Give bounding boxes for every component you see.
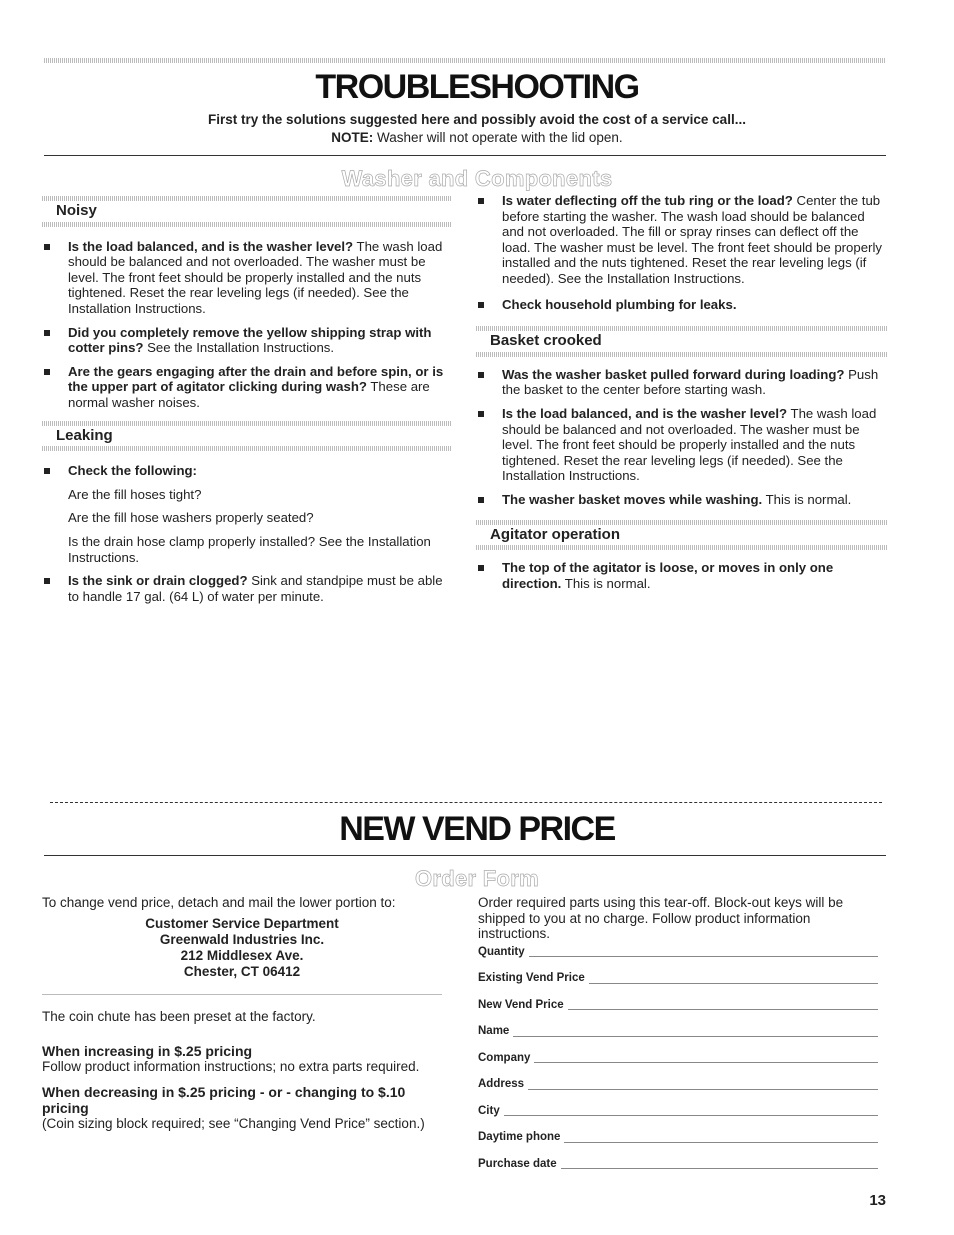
page-subtitle: First try the solutions suggested here and possibly avoid the cost of a service call... [208,112,746,127]
basket-heading: Basket crooked [490,332,602,350]
list-item: Is the load balanced, and is the washer level? The wash load should be balanced and not overloaded. The washer must be level. The front feet should be properly installed and the nuts tightened. Reset the rear leveling legs (if needed). See the Installation Instructions. [476,406,888,484]
list-item: The washer basket moves while washing. This is normal. [476,492,888,508]
vend-title: NEW VEND PRICE [339,810,615,848]
decrease-heading: When decreasing in $.25 pricing - or - changing to $.10 pricing [42,1084,406,1116]
leaking-check-3: Is the drain hose clamp properly installed? See the Installation Instructions. [68,533,431,565]
list-item: Check the following: [42,463,452,479]
right-top-list [476,193,888,312]
agitator-heading: Agitator operation [490,525,620,543]
purchase-date-field[interactable]: Purchase date [478,1146,878,1173]
noisy-hatch-bottom [42,222,452,227]
city-input-line[interactable] [504,1115,878,1116]
daytime-phone-input-line[interactable] [564,1142,878,1143]
address-line: Customer Service Department [145,916,339,931]
section-heading-washer: Washer and Components [341,166,613,191]
list-item: Is the sink or drain clogged? Sink and standpipe must be able to handle 17 gal. (64 L) of water per minute. [42,573,452,604]
list-item: Are the gears engaging after the drain and before spin, or is the upper part of agitator clicking during wash? These are normal washer noises. [42,364,452,411]
header-rule [44,155,886,156]
name-input-line[interactable] [513,1036,878,1037]
note-label: NOTE: [331,130,374,145]
basket-hatch-top [476,326,888,331]
list-item: Check household plumbing for leaks. [476,297,888,313]
address-field[interactable]: Address [478,1066,878,1093]
company-field[interactable]: Company [478,1040,878,1067]
page-number: 13 [869,1192,886,1209]
leaking-check-1: Are the fill hoses tight? [68,486,202,502]
order-fields [478,934,878,1173]
address-line: 212 Middlesex Ave. [180,948,304,963]
leaking-sink-list [42,573,452,604]
bullet-icon [478,565,484,571]
note-text: Washer will not operate with the lid open. [373,130,623,145]
list-item: Was the washer basket pulled forward during loading? Push the basket to the center before starting wash. [476,367,888,398]
agitator-hatch-top [476,520,888,525]
quantity-input-line[interactable] [529,956,878,957]
right-column [476,193,888,599]
decrease-text: (Coin sizing block required; see “Changing Vend Price” section.) [42,1116,425,1131]
noisy-heading: Noisy [56,202,97,219]
noisy-list [42,239,452,411]
leaking-hatch-bottom [42,446,452,451]
address-line: Greenwald Industries Inc. [159,932,325,947]
bullet-icon [44,468,50,474]
bullet-icon [478,198,484,204]
address-line: Chester, CT 06412 [183,964,301,979]
bullet-icon [44,578,50,584]
agitator-hatch-bottom [476,545,888,550]
daytime-phone-field[interactable]: Daytime phone [478,1119,878,1146]
vend-left-column [42,895,452,1132]
mailing-address [42,916,442,980]
vend-intro: To change vend price, detach and mail the lower portion to: [42,895,396,910]
preset-note: The coin chute has been preset at the factory. [42,1009,316,1024]
company-input-line[interactable] [534,1062,878,1063]
increase-heading: When increasing in $.25 pricing [42,1043,253,1059]
address-rule [42,994,442,995]
tear-off-line [50,802,882,803]
bullet-icon [478,372,484,378]
new-vend-price-input-line[interactable] [568,1009,878,1010]
bullet-icon [478,302,484,308]
bullet-icon [44,330,50,336]
list-item: The top of the agitator is loose, or moves in only one direction. This is normal. [476,560,888,591]
note [0,130,954,145]
existing-vend-price-input-line[interactable] [589,983,878,984]
bullet-icon [44,244,50,250]
basket-list [476,367,888,508]
agitator-list [476,560,888,591]
leaking-heading: Leaking [56,426,113,444]
order-form [478,895,878,1172]
order-instructions: Order required parts using this tear-off. Block-out keys will be shipped to you at no charge. Follow product information instructions. [478,895,844,941]
vend-rule [44,855,886,856]
leaking-list [42,463,452,479]
bullet-icon [478,497,484,503]
left-column [42,196,452,612]
bullet-icon [44,369,50,375]
new-vend-price-field[interactable]: New Vend Price [478,987,878,1014]
name-field[interactable]: Name [478,1013,878,1040]
increase-text: Follow product information instructions; no extra parts required. [42,1059,420,1074]
quantity-field[interactable]: Quantity [478,934,878,961]
address-input-line[interactable] [528,1089,878,1090]
bullet-icon [478,411,484,417]
list-item: Is water deflecting off the tub ring or the load? Center the tub before starting the washer. The wash load should be balanced and not overloaded. The fill or spray rinses can deflect off the load. The washer must be level. The front feet should be properly installed and the nuts tightened. Reset the rear leveling legs (if needed). See the Installation Instructions. [476,193,888,287]
page-title: TROUBLESHOOTING [315,68,639,106]
basket-hatch-bottom [476,352,888,357]
existing-vend-price-field[interactable]: Existing Vend Price [478,960,878,987]
leaking-hatch-top [42,421,452,426]
section-heading-order-form: Order Form [414,866,540,891]
purchase-date-input-line[interactable] [561,1168,878,1169]
top-hatch-rule [44,58,886,63]
city-field[interactable]: City [478,1093,878,1120]
leaking-check-2: Are the fill hose washers properly seated? [68,510,314,526]
list-item: Did you completely remove the yellow shipping strap with cotter pins? See the Installation Instructions. [42,325,452,356]
list-item: Is the load balanced, and is the washer level? The wash load should be balanced and not overloaded. The washer must be level. The front feet should be properly installed and the nuts tightened. Reset the rear leveling legs (if needed). See the Installation Instructions. [42,239,452,317]
noisy-hatch-top [42,196,452,201]
